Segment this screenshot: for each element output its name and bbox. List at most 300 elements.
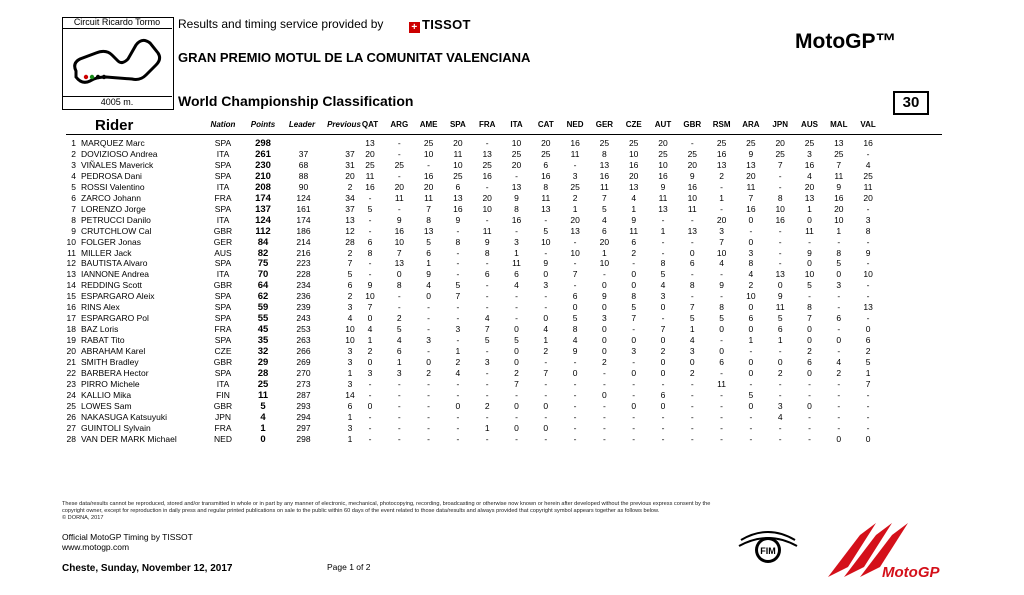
race-result: 9 — [660, 181, 666, 192]
race-result: - — [397, 291, 401, 302]
race-result: 2 — [660, 346, 666, 357]
page-number: Page 1 of 2 — [327, 562, 371, 572]
place-date: Cheste, Sunday, November 12, 2017 — [62, 563, 233, 574]
race-result: 8 — [777, 192, 783, 203]
race-result: 7 — [807, 313, 812, 324]
race-result: 20 — [628, 170, 639, 181]
nation: ITA — [216, 269, 230, 280]
nation: GER — [213, 236, 233, 247]
race-result: 16 — [365, 181, 375, 192]
race-result: 20 — [394, 181, 405, 192]
race-result: 9 — [572, 346, 578, 357]
race-result: 1 — [807, 203, 812, 214]
race-result: 8 — [807, 302, 812, 313]
race-result: 10 — [687, 192, 698, 203]
race-result: - — [515, 291, 518, 302]
race-result: 5 — [572, 313, 578, 324]
race-result: 6 — [367, 236, 373, 247]
race-result: 16 — [511, 214, 522, 225]
points: 64 — [257, 280, 269, 292]
race-result: 2 — [367, 346, 373, 357]
race-result: 10 — [423, 148, 434, 159]
points: 298 — [255, 138, 271, 149]
gap-to-previous: 5 — [347, 269, 353, 280]
race-result: 7 — [689, 302, 695, 313]
race-result: 0 — [689, 357, 695, 367]
rider-name: ROSSI Valentino — [81, 181, 145, 192]
race-result: - — [397, 400, 401, 411]
race-result: - — [485, 433, 489, 444]
race-result: 13 — [394, 258, 405, 269]
gap-to-previous: 1 — [347, 433, 353, 444]
race-result: 6 — [865, 335, 871, 346]
rider-name: RINS Alex — [81, 302, 120, 313]
swiss-cross-icon: + — [409, 22, 420, 33]
nation: GBR — [213, 357, 233, 367]
disclaimer-line: These data/results cannot be reproduced, stored and/or transmitted in whole or in part by any manner of electronic, mechanical, photocopying, recording, broadcasting or otherwise now known or herein after developed without the previous express consent by the — [62, 501, 711, 507]
race-result: - — [544, 291, 548, 302]
points: 62 — [257, 291, 269, 303]
race-result: 11 — [394, 192, 404, 203]
col-race-jpn: JPN — [772, 120, 788, 129]
race-result: - — [515, 170, 518, 181]
race-result: - — [661, 433, 665, 444]
race-result: 1 — [367, 335, 373, 346]
race-result: - — [427, 389, 431, 400]
race-result: - — [808, 236, 811, 247]
rider-name: ESPARGARO Aleix — [81, 291, 155, 302]
race-result: 9 — [396, 214, 402, 225]
gap-to-leader: 216 — [296, 247, 311, 258]
rank: 17 — [66, 313, 76, 324]
race-result: - — [808, 422, 811, 433]
gap-to-previous: 10 — [345, 324, 355, 335]
race-result: 10 — [511, 138, 522, 148]
race-result: 0 — [660, 357, 666, 367]
race-result: - — [485, 258, 489, 269]
rider-name: RABAT Tito — [81, 335, 125, 346]
race-result: - — [456, 225, 460, 236]
col-leader: Leader — [288, 120, 316, 129]
race-result: - — [837, 389, 841, 400]
race-result: 5 — [367, 203, 373, 214]
race-result: 2 — [719, 170, 724, 181]
race-result: - — [661, 236, 665, 247]
race-result: 20 — [423, 181, 434, 192]
race-result: - — [573, 378, 577, 389]
rider-name: BARBERA Hector — [81, 367, 149, 378]
race-result: - — [690, 378, 694, 389]
gap-to-leader: 88 — [298, 170, 309, 181]
rank: 9 — [71, 225, 76, 236]
race-result: - — [427, 400, 431, 411]
race-result: - — [485, 302, 489, 313]
race-result: - — [690, 400, 694, 411]
race-result: 1 — [602, 247, 607, 258]
race-result: 5 — [455, 280, 461, 291]
race-result: - — [690, 433, 694, 444]
race-result: 1 — [514, 247, 519, 258]
race-result: - — [866, 236, 870, 247]
points: 84 — [257, 236, 269, 248]
race-result: 7 — [836, 159, 842, 170]
race-result: 0 — [514, 324, 519, 335]
nation: ITA — [216, 148, 230, 159]
race-result: - — [837, 378, 841, 389]
race-result: 10 — [482, 203, 492, 214]
race-result: - — [573, 422, 577, 433]
race-result: - — [485, 280, 489, 291]
race-result: 0 — [748, 400, 754, 411]
race-result: - — [837, 291, 841, 302]
race-result: 20 — [775, 138, 785, 148]
race-result: - — [485, 411, 489, 422]
race-result: 2 — [865, 346, 871, 357]
race-result: - — [515, 411, 518, 422]
rank: 7 — [71, 203, 76, 214]
header-divider — [66, 134, 942, 135]
race-result: 13 — [687, 225, 698, 236]
official-timing: Official MotoGP Timing by TISSOT — [62, 532, 193, 542]
race-result: 8 — [543, 181, 549, 192]
race-result: - — [720, 411, 724, 422]
race-result: - — [720, 367, 724, 378]
race-result: 0 — [777, 357, 783, 367]
rider-name: DOVIZIOSO Andrea — [81, 148, 158, 159]
race-result: - — [544, 433, 548, 444]
race-result: - — [778, 378, 782, 389]
race-result: 1 — [865, 367, 871, 378]
race-result: - — [368, 411, 372, 422]
race-result: 0 — [514, 346, 519, 357]
race-result: 7 — [660, 324, 666, 335]
nation: GBR — [213, 280, 233, 291]
race-result: - — [837, 346, 841, 357]
race-result: 5 — [631, 302, 637, 313]
race-result: - — [749, 378, 753, 389]
race-result: - — [866, 203, 870, 214]
race-result: 0 — [572, 367, 578, 378]
race-result: 5 — [748, 389, 754, 400]
race-result: 9 — [807, 247, 812, 258]
col-race-cze: CZE — [625, 120, 642, 129]
gap-to-leader: 124 — [296, 192, 311, 203]
race-result: 6 — [572, 291, 578, 302]
race-result: 2 — [426, 367, 431, 378]
race-result: - — [632, 411, 636, 422]
race-result: - — [866, 400, 870, 411]
race-result: - — [749, 411, 753, 422]
race-result: 20 — [804, 181, 815, 192]
race-result: 10 — [658, 159, 668, 170]
race-result: - — [808, 378, 811, 389]
race-result: - — [397, 302, 401, 313]
points: 28 — [257, 367, 269, 379]
race-result: - — [456, 247, 460, 258]
gap-to-leader: 269 — [296, 357, 311, 367]
race-result: - — [837, 400, 841, 411]
race-result: - — [808, 389, 811, 400]
gap-to-previous: 34 — [345, 192, 355, 203]
race-result: - — [837, 324, 841, 335]
race-result: 3 — [719, 225, 724, 236]
race-result: 0 — [543, 269, 549, 280]
race-result: 4 — [426, 280, 431, 291]
race-result: 16 — [482, 170, 492, 181]
gap-to-leader: 239 — [296, 302, 311, 313]
nation: CZE — [214, 346, 232, 357]
gap-to-previous: 2 — [347, 247, 353, 258]
race-result: - — [368, 433, 372, 444]
race-result: 4 — [807, 170, 812, 181]
race-result: - — [368, 258, 372, 269]
race-result: - — [368, 192, 372, 203]
race-result: 7 — [865, 378, 871, 389]
race-result: - — [485, 389, 489, 400]
website-link[interactable]: www.motogp.com — [62, 542, 130, 552]
race-result: 1 — [426, 258, 431, 269]
gap-to-previous: 12 — [345, 225, 355, 236]
race-result: 16 — [599, 170, 610, 181]
race-result: 5 — [836, 258, 842, 269]
race-result: 1 — [396, 357, 402, 367]
race-result: - — [632, 378, 636, 389]
race-result: 7 — [455, 291, 461, 302]
race-result: 25 — [746, 138, 756, 148]
gap-to-previous: 3 — [347, 346, 353, 357]
copyright: © DORNA, 2017 — [62, 515, 104, 521]
race-result: 25 — [658, 148, 668, 159]
race-result: 7 — [572, 269, 578, 280]
race-result: 9 — [836, 181, 842, 192]
gap-to-previous: 3 — [347, 378, 353, 389]
race-result: - — [456, 378, 460, 389]
race-result: - — [602, 269, 606, 280]
race-result: - — [456, 389, 460, 400]
race-result: - — [456, 258, 460, 269]
race-result: 0 — [367, 357, 373, 367]
nation: FRA — [214, 422, 232, 433]
motogp-logo-text: MotoGP — [882, 564, 940, 581]
race-result: 9 — [631, 214, 637, 225]
race-result: 0 — [865, 433, 871, 444]
race-result: 4 — [572, 335, 578, 346]
gap-to-previous: 37 — [345, 203, 355, 214]
race-result: - — [808, 433, 811, 444]
race-result: 5 — [426, 236, 431, 247]
race-result: 0 — [807, 258, 812, 269]
race-result: - — [397, 411, 401, 422]
race-result: - — [485, 138, 489, 148]
nation: SPA — [214, 170, 232, 181]
race-result: 9 — [719, 280, 724, 291]
race-result: 8 — [455, 236, 461, 247]
race-result: 13 — [716, 159, 727, 170]
gap-to-leader: 263 — [296, 335, 311, 346]
race-result: 10 — [453, 159, 463, 170]
race-result: - — [368, 422, 372, 433]
gap-to-leader: 174 — [296, 214, 311, 225]
race-result: 4 — [514, 280, 519, 291]
points: 82 — [257, 247, 269, 259]
race-result: 2 — [836, 367, 842, 378]
rank: 6 — [71, 192, 76, 203]
race-result: 20 — [511, 159, 522, 170]
race-result: - — [778, 225, 782, 236]
points: 261 — [255, 148, 271, 160]
col-nation: Nation — [210, 120, 236, 129]
race-result: 1 — [748, 335, 754, 346]
rank: 11 — [67, 247, 76, 258]
rank: 24 — [66, 389, 76, 400]
race-result: - — [573, 357, 577, 367]
race-result: - — [778, 422, 782, 433]
rank: 21 — [66, 357, 76, 367]
gap-to-leader: 243 — [296, 313, 311, 324]
race-result: 25 — [804, 138, 815, 148]
race-result: 8 — [631, 291, 637, 302]
race-result: - — [866, 411, 870, 422]
col-race-gbr: GBR — [683, 120, 702, 129]
race-result: 0 — [455, 400, 461, 411]
race-result: 9 — [777, 291, 783, 302]
gap-to-leader: 294 — [296, 411, 311, 422]
race-result: - — [485, 291, 489, 302]
race-result: - — [690, 269, 694, 280]
race-result: - — [720, 433, 724, 444]
race-result: 2 — [484, 400, 490, 411]
race-result: 25 — [423, 138, 434, 148]
race-result: 1 — [455, 346, 461, 357]
race-result: - — [456, 433, 460, 444]
race-result: 16 — [687, 181, 698, 192]
race-result: 4 — [777, 411, 783, 422]
col-race-spa: SPA — [449, 120, 466, 129]
race-result: 20 — [453, 138, 463, 148]
race-result: 0 — [602, 389, 607, 400]
race-result: 2 — [602, 357, 607, 367]
race-result: 0 — [719, 346, 724, 357]
race-result: 6 — [602, 225, 607, 236]
race-result: 0 — [719, 324, 724, 335]
race-result: 1 — [836, 225, 842, 236]
race-result: 4 — [748, 269, 754, 280]
race-result: 25 — [687, 148, 698, 159]
rider-name: FOLGER Jonas — [81, 236, 141, 247]
race-result: 7 — [631, 313, 637, 324]
race-result: 10 — [628, 148, 639, 159]
col-race-qat: QAT — [361, 120, 379, 129]
nation: GBR — [213, 400, 233, 411]
race-result: 20 — [365, 148, 375, 159]
race-result: - — [661, 313, 665, 324]
nation: SPA — [214, 203, 232, 214]
race-result: 25 — [628, 138, 639, 148]
race-result: 16 — [570, 138, 580, 148]
race-result: 3 — [543, 280, 549, 291]
race-result: - — [368, 225, 372, 236]
rider-name: ZARCO Johann — [81, 192, 141, 203]
race-result: 5 — [865, 357, 871, 367]
race-result: 6 — [689, 258, 695, 269]
race-result: 25 — [716, 138, 727, 148]
race-result: - — [427, 313, 431, 324]
race-result: - — [837, 411, 841, 422]
race-result: 4 — [660, 280, 666, 291]
rider-name: VAN DER MARK Michael — [81, 433, 177, 444]
race-result: 9 — [426, 269, 431, 280]
race-result: 3 — [689, 346, 695, 357]
race-result: 8 — [689, 280, 695, 291]
race-result: 8 — [748, 258, 754, 269]
race-result: 20 — [863, 192, 873, 203]
fim-logo-text: FIM — [760, 546, 776, 556]
race-result: 2 — [455, 357, 461, 367]
rider-name: BAZ Loris — [81, 324, 119, 335]
gap-to-previous: 7 — [347, 258, 353, 269]
rider-name: VIÑALES Maverick — [81, 159, 154, 170]
race-result: - — [397, 389, 401, 400]
race-result: 2 — [631, 247, 637, 258]
race-result: - — [661, 422, 665, 433]
race-result: - — [427, 378, 431, 389]
race-result: 25 — [599, 138, 610, 148]
nation: FRA — [214, 324, 232, 335]
rank: 3 — [71, 159, 76, 170]
race-result: 0 — [836, 269, 842, 280]
rank: 27 — [66, 422, 76, 433]
race-result: 6 — [396, 346, 402, 357]
race-result: 9 — [514, 192, 519, 203]
race-result: 8 — [719, 302, 724, 313]
nation: FIN — [216, 389, 230, 400]
race-result: 3 — [660, 291, 666, 302]
race-result: - — [690, 389, 694, 400]
race-result: - — [515, 313, 518, 324]
rider-name: KALLIO Mika — [81, 389, 132, 400]
points: 70 — [257, 269, 269, 281]
gap-to-leader: 293 — [296, 400, 311, 411]
gap-to-leader: 236 — [296, 291, 311, 302]
race-result: 6 — [484, 269, 490, 280]
race-result: - — [749, 422, 753, 433]
race-result: 0 — [807, 324, 812, 335]
race-result: - — [778, 389, 782, 400]
col-race-aut: AUT — [654, 120, 672, 129]
race-result: 4 — [602, 214, 607, 225]
rank: 10 — [66, 236, 76, 247]
race-result: 11 — [570, 148, 580, 159]
points: 35 — [257, 335, 269, 347]
race-result: - — [632, 258, 636, 269]
race-result: 13 — [746, 159, 756, 170]
col-rider: Rider — [95, 117, 134, 134]
rank: 26 — [66, 411, 76, 422]
race-result: - — [515, 389, 518, 400]
rider-name: GUINTOLI Sylvain — [81, 422, 151, 433]
race-result: - — [837, 236, 841, 247]
race-result: 8 — [836, 247, 842, 258]
race-result: 0 — [660, 400, 666, 411]
nation: ITA — [216, 378, 230, 389]
race-result: - — [749, 433, 753, 444]
race-result: 3 — [631, 346, 637, 357]
race-result: - — [456, 269, 460, 280]
points: 174 — [255, 192, 271, 204]
race-result: - — [456, 302, 460, 313]
race-result: 9 — [748, 148, 754, 159]
brand-title: MotoGP™ — [795, 30, 897, 53]
